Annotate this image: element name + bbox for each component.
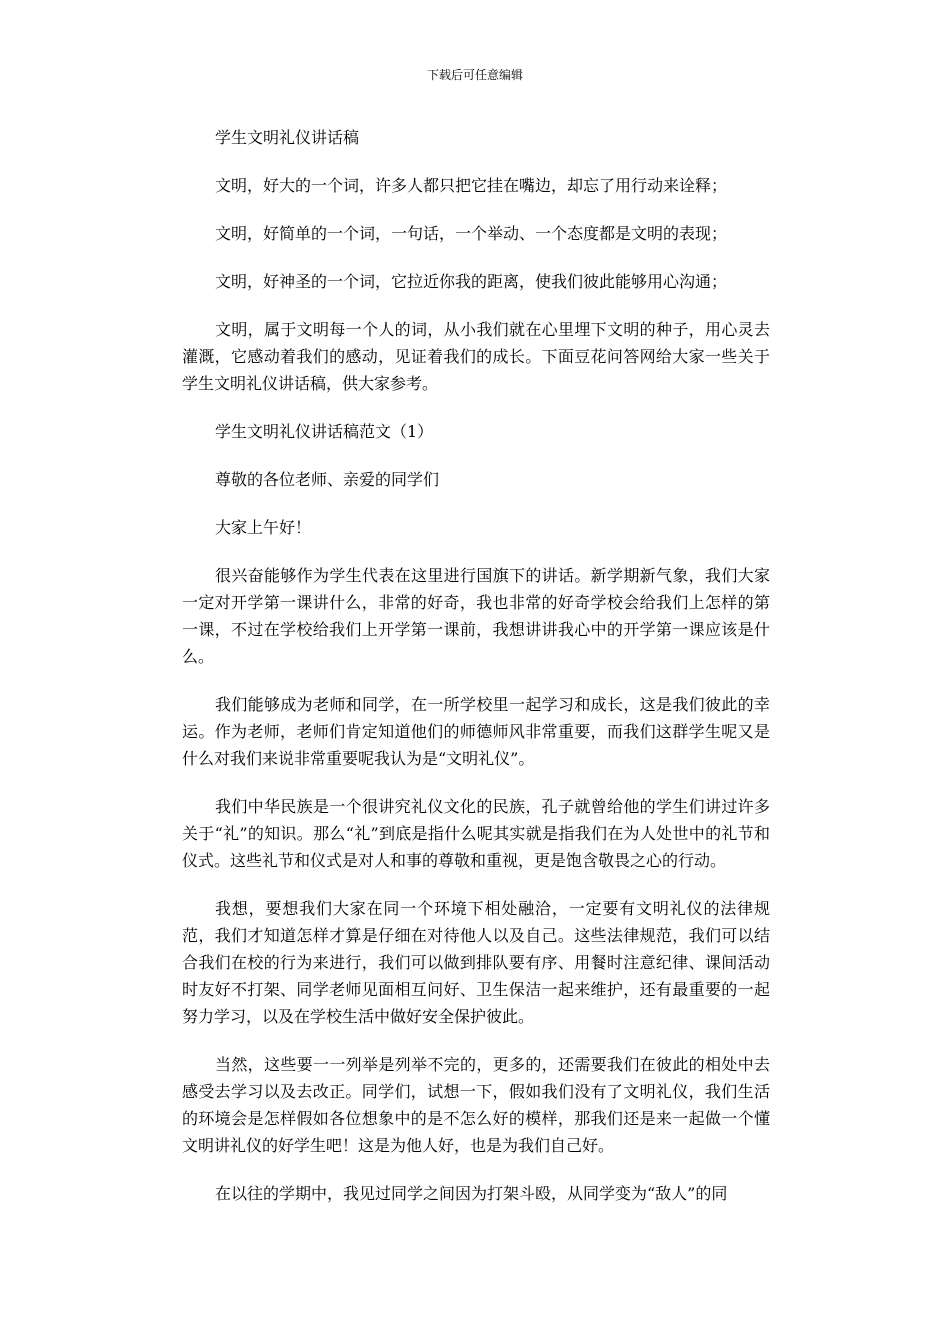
section-heading: 学生文明礼仪讲话稿范文（1） — [215, 422, 434, 441]
paragraph: 文明，好神圣的一个词，它拉近你我的距离，使我们彼此能够用心沟通； — [215, 272, 728, 291]
page-header: 下载后可任意编辑 — [426, 68, 523, 82]
paragraph: 我们能够成为老师和同学，在一所学校里一起学习和成长，这是我们彼此的幸运。作为老师，老师们肯定知道他们的师德师风非常重要，而我们这群学生呢又是什么对我们来说非常重要呢我认为是“文明礼仪”。 — [182, 695, 770, 768]
paragraph: 文明，好简单的一个词，一句话，一个举动、一个态度都是文明的表现； — [215, 224, 728, 243]
document-body — [182, 124, 770, 1228]
salutation: 尊敬的各位老师、亲爱的同学们 — [215, 470, 440, 489]
paragraph: 文明，属于文明每一个人的词，从小我们就在心里埋下文明的种子，用心灵去灌溉，它感动着我们的感动，见证着我们的成长。下面豆花问答网给大家一些关于学生文明礼仪讲话稿，供大家参考。 — [182, 320, 770, 393]
paragraph: 我们中华民族是一个很讲究礼仪文化的民族，孔子就曾给他的学生们讲过许多关于“礼”的知识。那么“礼”到底是指什么呢其实就是指我们在为人处世中的礼节和仪式。这些礼节和仪式是对人和事的尊敬和重视，更是饱含敬畏之心的行动。 — [182, 797, 770, 870]
paragraph: 我想，要想我们大家在同一个环境下相处融洽，一定要有文明礼仪的法律规范，我们才知道怎样才算是仔细在对待他人以及自己。这些法律规范，我们可以结合我们在校的行为来进行，我们可以做到排队要有序、用餐时注意纪律、课间活动时友好不打架、同学老师见面相互问好、卫生保洁一起来维护，还有最重要的一起努力学习，以及在学校生活中做好安全保护彼此。 — [182, 899, 770, 1026]
paragraph: 文明，好大的一个词，许多人都只把它挂在嘴边，却忘了用行动来诠释； — [215, 176, 728, 195]
document-title: 学生文明礼仪讲话稿 — [215, 128, 360, 147]
paragraph: 当然，这些要一一列举是列举不完的，更多的，还需要我们在彼此的相处中去感受去学习以及去改正。同学们，试想一下，假如我们没有了文明礼仪，我们生活的环境会是怎样假如各位想象中的是不怎么好的模样，那我们还是来一起做一个懂文明讲礼仪的好学生吧！这是为他人好，也是为我们自己好。 — [182, 1055, 770, 1155]
paragraph: 很兴奋能够作为学生代表在这里进行国旗下的讲话。新学期新气象，我们大家一定对开学第一课讲什么，非常的好奇，我也非常的好奇学校会给我们上怎样的第一课，不过在学校给我们上开学第一课前，我想讲讲我心中的开学第一课应该是什么。 — [182, 566, 770, 666]
greeting: 大家上午好！ — [215, 518, 312, 537]
paragraph: 在以往的学期中，我见过同学之间因为打架斗殴，从同学变为“敌人”的同 — [215, 1184, 728, 1203]
